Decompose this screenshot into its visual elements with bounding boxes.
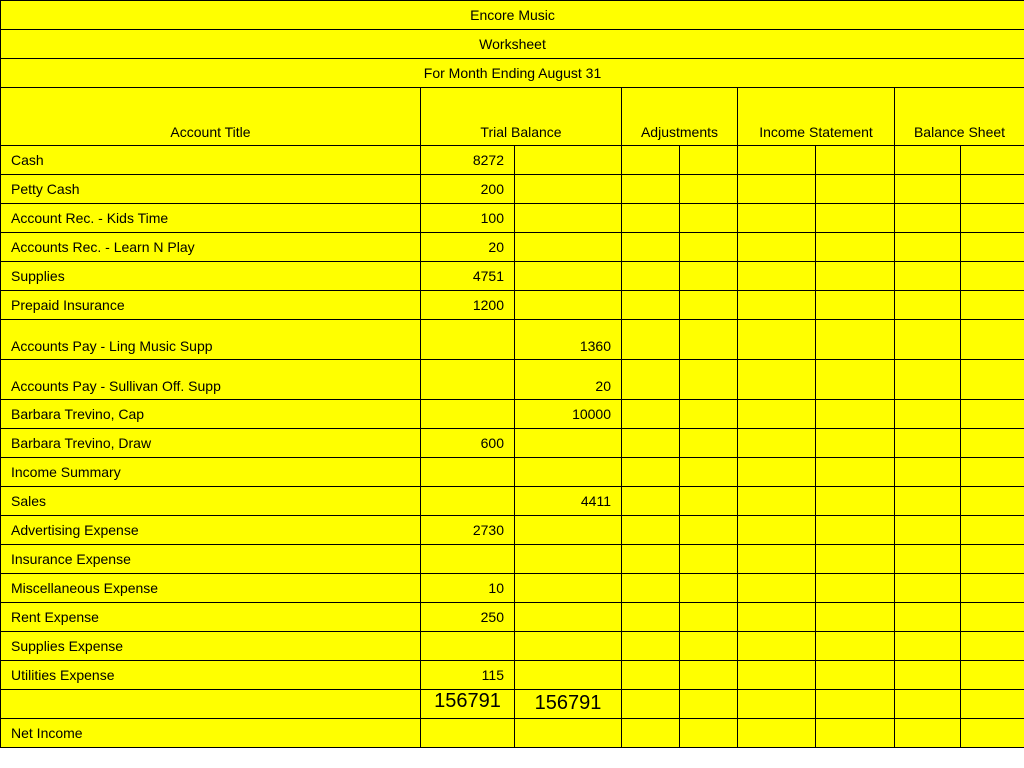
- net-income-empty-cell: [738, 719, 816, 748]
- adjustments-debit-cell: [622, 661, 680, 690]
- net-income-empty-cell: [515, 719, 622, 748]
- trial-balance-header: Trial Balance: [421, 88, 622, 146]
- balance-sheet-debit-cell: [895, 661, 961, 690]
- income-statement-debit-cell: [738, 603, 816, 632]
- account-title-cell: Supplies: [1, 262, 421, 291]
- account-title-cell: Accounts Rec. - Learn N Play: [1, 233, 421, 262]
- net-income-empty-cell: [680, 719, 738, 748]
- totals-empty-cell: [895, 690, 961, 719]
- adjustments-credit-cell: [680, 661, 738, 690]
- totals-empty-cell: [680, 690, 738, 719]
- balance-sheet-credit-cell: [961, 661, 1024, 690]
- income-statement-credit-cell: [816, 603, 895, 632]
- balance-sheet-credit-cell: [961, 545, 1024, 574]
- income-statement-credit-cell: [816, 429, 895, 458]
- balance-sheet-credit-cell: [961, 360, 1024, 400]
- balance-sheet-credit-cell: [961, 632, 1024, 661]
- table-row: [1, 204, 1024, 233]
- net-income-row: [1, 719, 1024, 748]
- trial-balance-debit-cell: [421, 360, 515, 400]
- adjustments-credit-cell: [680, 429, 738, 458]
- table-row: [1, 146, 1024, 175]
- balance-sheet-credit-cell: [961, 146, 1024, 175]
- company-name: Encore Music: [1, 1, 1024, 30]
- trial-balance-debit-cell: 100: [421, 204, 515, 233]
- trial-balance-credit-cell: [515, 458, 622, 487]
- adjustments-credit-cell: [680, 632, 738, 661]
- adjustments-debit-cell: [622, 458, 680, 487]
- income-statement-debit-cell: [738, 204, 816, 233]
- period-row: [1, 59, 1024, 88]
- balance-sheet-debit-cell: [895, 516, 961, 545]
- income-statement-debit-cell: [738, 429, 816, 458]
- balance-sheet-credit-cell: [961, 291, 1024, 320]
- report-title: Worksheet: [1, 30, 1024, 59]
- income-statement-debit-cell: [738, 262, 816, 291]
- income-statement-debit-cell: [738, 487, 816, 516]
- balance-sheet-debit-cell: [895, 233, 961, 262]
- income-statement-debit-cell: [738, 233, 816, 262]
- totals-empty-cell: [816, 690, 895, 719]
- adjustments-debit-cell: [622, 262, 680, 291]
- adjustments-credit-cell: [680, 233, 738, 262]
- trial-balance-debit-cell: 2730: [421, 516, 515, 545]
- trial-balance-debit-cell: 200: [421, 175, 515, 204]
- totals-empty-cell: [622, 690, 680, 719]
- trial-balance-debit-cell: [421, 320, 515, 360]
- adjustments-credit-cell: [680, 574, 738, 603]
- account-title-cell: Utilities Expense: [1, 661, 421, 690]
- adjustments-debit-cell: [622, 603, 680, 632]
- table-row: [1, 320, 1024, 360]
- net-income-empty-cell: [421, 719, 515, 748]
- trial-balance-credit-cell: [515, 262, 622, 291]
- table-row: [1, 400, 1024, 429]
- balance-sheet-credit-cell: [961, 204, 1024, 233]
- balance-sheet-debit-cell: [895, 262, 961, 291]
- table-row: [1, 429, 1024, 458]
- net-income-empty-cell: [622, 719, 680, 748]
- trial-balance-debit-cell: 20: [421, 233, 515, 262]
- adjustments-credit-cell: [680, 146, 738, 175]
- trial-balance-debit-cell: 4751: [421, 262, 515, 291]
- income-statement-debit-cell: [738, 360, 816, 400]
- income-statement-credit-cell: [816, 233, 895, 262]
- income-statement-credit-cell: [816, 632, 895, 661]
- trial-balance-debit-cell: 8272: [421, 146, 515, 175]
- income-statement-credit-cell: [816, 487, 895, 516]
- balance-sheet-debit-cell: [895, 204, 961, 233]
- balance-sheet-credit-cell: [961, 320, 1024, 360]
- trial-balance-credit-cell: [515, 429, 622, 458]
- account-title-cell: Accounts Pay - Ling Music Supp: [1, 320, 421, 360]
- income-statement-debit-cell: [738, 632, 816, 661]
- table-row: [1, 458, 1024, 487]
- income-statement-credit-cell: [816, 516, 895, 545]
- income-statement-debit-cell: [738, 661, 816, 690]
- net-income-empty-cell: [816, 719, 895, 748]
- balance-sheet-debit-cell: [895, 291, 961, 320]
- income-statement-credit-cell: [816, 661, 895, 690]
- income-statement-debit-cell: [738, 545, 816, 574]
- balance-sheet-credit-cell: [961, 458, 1024, 487]
- adjustments-credit-cell: [680, 360, 738, 400]
- trial-balance-debit-cell: [421, 458, 515, 487]
- adjustments-credit-cell: [680, 291, 738, 320]
- balance-sheet-credit-cell: [961, 603, 1024, 632]
- account-title-cell: Advertising Expense: [1, 516, 421, 545]
- trial-balance-credit-cell: [515, 516, 622, 545]
- income-statement-credit-cell: [816, 545, 895, 574]
- adjustments-debit-cell: [622, 291, 680, 320]
- trial-balance-debit-cell: [421, 487, 515, 516]
- balance-sheet-debit-cell: [895, 574, 961, 603]
- income-statement-credit-cell: [816, 400, 895, 429]
- income-statement-credit-cell: [816, 146, 895, 175]
- account-title-cell: Cash: [1, 146, 421, 175]
- adjustments-debit-cell: [622, 487, 680, 516]
- balance-sheet-debit-cell: [895, 175, 961, 204]
- trial-balance-credit-cell: [515, 545, 622, 574]
- table-row: [1, 262, 1024, 291]
- balance-sheet-debit-cell: [895, 429, 961, 458]
- totals-row: [1, 690, 1024, 719]
- income-statement-credit-cell: [816, 204, 895, 233]
- balance-sheet-debit-cell: [895, 146, 961, 175]
- income-statement-debit-cell: [738, 458, 816, 487]
- table-row: [1, 603, 1024, 632]
- adjustments-debit-cell: [622, 204, 680, 233]
- income-statement-debit-cell: [738, 175, 816, 204]
- adjustments-credit-cell: [680, 603, 738, 632]
- income-statement-credit-cell: [816, 291, 895, 320]
- income-statement-debit-cell: [738, 574, 816, 603]
- net-income-label: Net Income: [1, 719, 421, 748]
- balance-sheet-header: Balance Sheet: [895, 88, 1024, 146]
- balance-sheet-debit-cell: [895, 458, 961, 487]
- income-statement-credit-cell: [816, 262, 895, 291]
- trial-balance-credit-cell: 4411: [515, 487, 622, 516]
- income-statement-debit-cell: [738, 320, 816, 360]
- account-title-cell: Prepaid Insurance: [1, 291, 421, 320]
- table-row: [1, 545, 1024, 574]
- trial-balance-debit-cell: 600: [421, 429, 515, 458]
- table-row: [1, 661, 1024, 690]
- account-title-cell: Barbara Trevino, Draw: [1, 429, 421, 458]
- adjustments-credit-cell: [680, 516, 738, 545]
- trial-balance-debit-cell: [421, 400, 515, 429]
- column-header-row: [1, 88, 1024, 146]
- account-title-cell: Sales: [1, 487, 421, 516]
- adjustments-credit-cell: [680, 545, 738, 574]
- balance-sheet-credit-cell: [961, 574, 1024, 603]
- trial-balance-credit-cell: [515, 233, 622, 262]
- income-statement-debit-cell: [738, 516, 816, 545]
- net-income-empty-cell: [961, 719, 1024, 748]
- balance-sheet-credit-cell: [961, 516, 1024, 545]
- trial-balance-credit-cell: [515, 291, 622, 320]
- table-row: [1, 487, 1024, 516]
- income-statement-debit-cell: [738, 291, 816, 320]
- account-title-cell: Petty Cash: [1, 175, 421, 204]
- trial-balance-credit-cell: [515, 574, 622, 603]
- account-title-cell: Supplies Expense: [1, 632, 421, 661]
- table-row: [1, 516, 1024, 545]
- trial-balance-credit-cell: [515, 661, 622, 690]
- adjustments-credit-cell: [680, 320, 738, 360]
- table-row: [1, 632, 1024, 661]
- account-title-cell: Insurance Expense: [1, 545, 421, 574]
- balance-sheet-credit-cell: [961, 400, 1024, 429]
- balance-sheet-debit-cell: [895, 632, 961, 661]
- trial-balance-debit-cell: 115: [421, 661, 515, 690]
- balance-sheet-credit-cell: [961, 487, 1024, 516]
- adjustments-debit-cell: [622, 516, 680, 545]
- report-row: [1, 30, 1024, 59]
- trial-balance-debit-cell: [421, 545, 515, 574]
- adjustments-credit-cell: [680, 487, 738, 516]
- account-title-cell: Barbara Trevino, Cap: [1, 400, 421, 429]
- balance-sheet-debit-cell: [895, 360, 961, 400]
- table-row: [1, 360, 1024, 400]
- income-statement-credit-cell: [816, 175, 895, 204]
- adjustments-credit-cell: [680, 458, 738, 487]
- adjustments-header: Adjustments: [622, 88, 738, 146]
- adjustments-debit-cell: [622, 400, 680, 429]
- report-period: For Month Ending August 31: [1, 59, 1024, 88]
- totals-empty-cell: [961, 690, 1024, 719]
- account-title-cell: Rent Expense: [1, 603, 421, 632]
- adjustments-credit-cell: [680, 400, 738, 429]
- trial-balance-debit-total: 156791: [421, 690, 515, 719]
- adjustments-debit-cell: [622, 429, 680, 458]
- totals-empty-cell: [738, 690, 816, 719]
- balance-sheet-debit-cell: [895, 545, 961, 574]
- trial-balance-debit-cell: [421, 632, 515, 661]
- trial-balance-credit-cell: [515, 632, 622, 661]
- totals-label-cell: [1, 690, 421, 719]
- account-title-cell: Account Rec. - Kids Time: [1, 204, 421, 233]
- trial-balance-debit-cell: 10: [421, 574, 515, 603]
- trial-balance-credit-cell: 1360: [515, 320, 622, 360]
- balance-sheet-debit-cell: [895, 603, 961, 632]
- trial-balance-credit-cell: [515, 204, 622, 233]
- trial-balance-credit-cell: [515, 146, 622, 175]
- adjustments-credit-cell: [680, 262, 738, 291]
- adjustments-credit-cell: [680, 204, 738, 233]
- income-statement-credit-cell: [816, 458, 895, 487]
- table-row: [1, 175, 1024, 204]
- net-income-empty-cell: [895, 719, 961, 748]
- balance-sheet-debit-cell: [895, 320, 961, 360]
- balance-sheet-credit-cell: [961, 262, 1024, 291]
- adjustments-debit-cell: [622, 175, 680, 204]
- account-title-header: Account Title: [1, 88, 421, 146]
- trial-balance-debit-cell: 1200: [421, 291, 515, 320]
- balance-sheet-debit-cell: [895, 487, 961, 516]
- trial-balance-credit-cell: [515, 603, 622, 632]
- adjustments-debit-cell: [622, 320, 680, 360]
- table-row: [1, 574, 1024, 603]
- adjustments-debit-cell: [622, 360, 680, 400]
- title-row: [1, 1, 1024, 30]
- balance-sheet-credit-cell: [961, 233, 1024, 262]
- balance-sheet-credit-cell: [961, 429, 1024, 458]
- account-title-cell: Accounts Pay - Sullivan Off. Supp: [1, 360, 421, 400]
- adjustments-debit-cell: [622, 146, 680, 175]
- balance-sheet-credit-cell: [961, 175, 1024, 204]
- trial-balance-credit-cell: 20: [515, 360, 622, 400]
- adjustments-debit-cell: [622, 574, 680, 603]
- account-title-cell: Income Summary: [1, 458, 421, 487]
- income-statement-credit-cell: [816, 320, 895, 360]
- trial-balance-credit-cell: [515, 175, 622, 204]
- table-row: [1, 291, 1024, 320]
- trial-balance-credit-cell: 10000: [515, 400, 622, 429]
- income-statement-credit-cell: [816, 360, 895, 400]
- income-statement-credit-cell: [816, 574, 895, 603]
- balance-sheet-debit-cell: [895, 400, 961, 429]
- adjustments-credit-cell: [680, 175, 738, 204]
- adjustments-debit-cell: [622, 545, 680, 574]
- table-row: [1, 233, 1024, 262]
- income-statement-debit-cell: [738, 146, 816, 175]
- income-statement-debit-cell: [738, 400, 816, 429]
- adjustments-debit-cell: [622, 632, 680, 661]
- account-title-cell: Miscellaneous Expense: [1, 574, 421, 603]
- trial-balance-debit-cell: 250: [421, 603, 515, 632]
- adjustments-debit-cell: [622, 233, 680, 262]
- trial-balance-credit-total: 156791: [515, 690, 622, 719]
- income-statement-header: Income Statement: [738, 88, 895, 146]
